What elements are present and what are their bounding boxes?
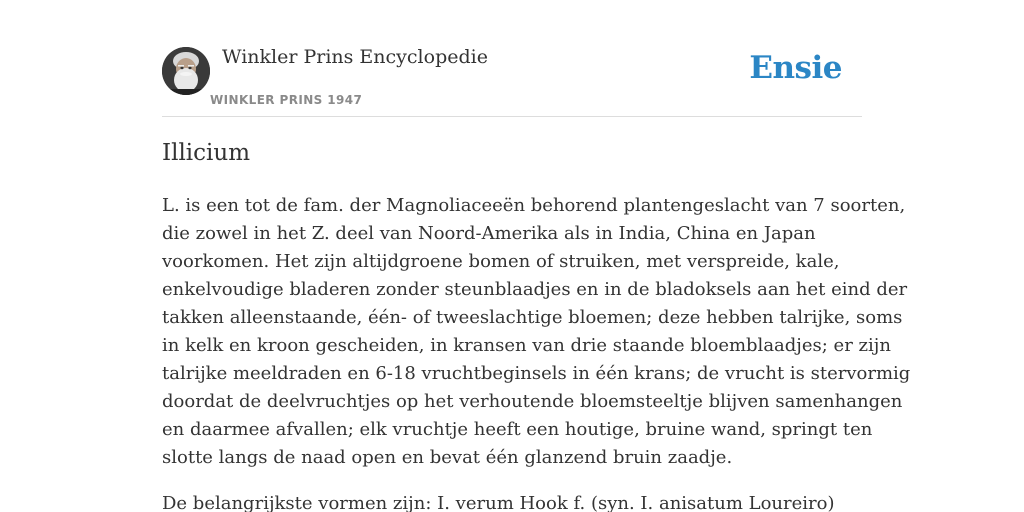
text-line: talrijke meeldraden en 6-18 vruchtbeginsels in één krans; de vrucht is stervormig [162, 363, 911, 384]
text-line: slotte langs de naad open en bevat één glanzend bruin zaadje. [162, 447, 733, 468]
source-subtitle: WINKLER PRINS 1947 [210, 93, 363, 107]
article-title: Illicium [162, 140, 251, 166]
article-body [162, 192, 911, 512]
text-line: voorkomen. Het zijn altijdgroene bomen of struiken, met verspreide, kale, [162, 251, 840, 272]
text-line: in kelk en kroon gescheiden, in kransen van drie staande bloemblaadjes; er zijn [162, 335, 891, 356]
portrait-icon [162, 47, 210, 95]
text-line: die zowel in het Z. deel van Noord-Amerika als in India, China en Japan [162, 223, 816, 244]
avatar[interactable] [162, 47, 210, 95]
paragraph-2 [162, 490, 862, 512]
paragraph-1 [162, 192, 911, 472]
source-title-link[interactable]: Winkler Prins Encyclopedie [222, 46, 488, 68]
text-line: De belangrijkste vormen zijn: I. verum Hook f. (syn. I. anisatum Loureiro) [162, 493, 835, 512]
text-line: enkelvoudige bladeren zonder steunblaadjes en in de bladoksels aan het eind der [162, 279, 908, 300]
header [162, 0, 862, 117]
text-line: L. is een tot de fam. der Magnoliaceeën behorend plantengeslacht van 7 soorten, [162, 195, 906, 216]
text-line: en daarmee afvallen; elk vruchtje heeft een houtige, bruine wand, springt ten [162, 419, 873, 440]
text-line: doordat de deelvruchtjes op het verhoutende bloemsteeltje blijven samenhangen [162, 391, 903, 412]
text-line: takken alleenstaande, één- of tweeslachtige bloemen; deze hebben talrijke, soms [162, 307, 903, 328]
brand-logo[interactable]: Ensie [749, 50, 842, 86]
